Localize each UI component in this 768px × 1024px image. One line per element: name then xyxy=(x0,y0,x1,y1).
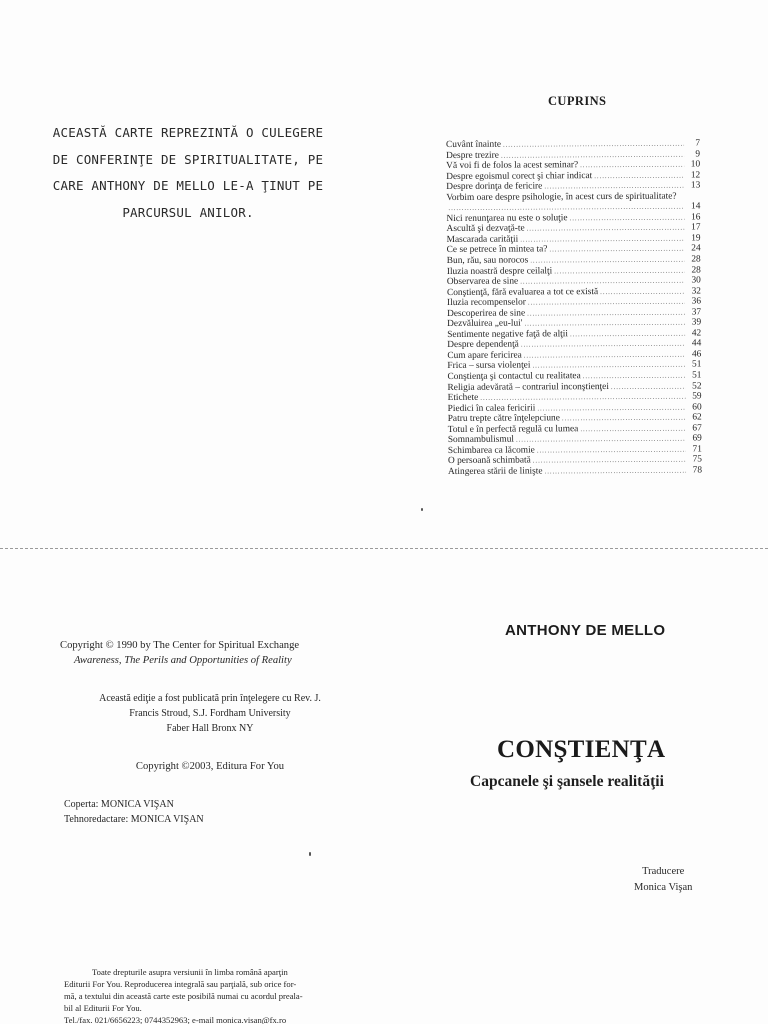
toc-leader-dots xyxy=(549,244,684,255)
dedication-line: DE CONFERINŢE DE SPIRITUALITATE, PE xyxy=(52,151,324,167)
toc-entry-page: 69 xyxy=(692,433,702,444)
page-fold-divider xyxy=(0,548,768,549)
toc-entry-title: Iluzia noastră despre ceilalţi xyxy=(446,265,553,277)
toc-entry-title: Sentimente negative faţă de alţii xyxy=(447,329,569,340)
dedication-line: ACEASTĂ CARTE REPREZINTĂ O CULEGERE xyxy=(52,125,324,140)
toc-entry-title: Despre dependenţă xyxy=(447,339,519,351)
toc-entry-title: Cuvânt înainte xyxy=(446,139,501,150)
copyright-line: Copyright © 1990 by The Center for Spiritual Exchange xyxy=(60,640,300,651)
toc-leader-dots xyxy=(600,286,685,297)
toc-entry-title: Religia adevărată – contrariul inconştienţei xyxy=(447,381,609,393)
scan-speck xyxy=(421,508,423,511)
toc-entry-page: 13 xyxy=(690,180,701,191)
toc-entry-page: 9 xyxy=(695,148,701,160)
toc-leader-dots xyxy=(570,212,685,223)
agreement-line: Această ediţie a fost publicată prin înţelegere cu Rev. J. xyxy=(99,693,321,704)
toc-entry-title: Vă voi fi de folos la acest seminar? xyxy=(446,160,579,172)
toc-leader-dots xyxy=(594,170,684,181)
translator-name: Monica Vişan xyxy=(634,881,693,893)
toc-entry-title: Piedici în calea fericirii xyxy=(447,403,536,414)
toc-entry-page: 67 xyxy=(692,423,702,434)
toc-entry xyxy=(448,465,702,477)
toc-entry-page: 10 xyxy=(690,159,701,170)
toc-entry-title: Patru trepte către înţelepciune xyxy=(447,413,560,425)
cover-credit: Coperta: MONICA VIŞAN xyxy=(64,799,174,810)
toc-title: CUPRINS xyxy=(548,94,607,108)
toc-entry-page: 46 xyxy=(691,349,702,360)
toc-entry-title: Iluzia recompenselor xyxy=(446,297,526,309)
toc-entry-page: 39 xyxy=(691,317,702,328)
agreement-line: Francis Stroud, S.J. Fordham University xyxy=(129,708,291,719)
toc-entry-page: 75 xyxy=(692,454,702,465)
toc-entry-page: 12 xyxy=(690,170,701,181)
toc-entry-page: 44 xyxy=(691,338,702,349)
rights-line: Toate drepturile asupra versiunii în limba română aparţin xyxy=(92,967,288,977)
toc-entry-title: Somnambulismul xyxy=(447,434,515,446)
toc-leader-dots xyxy=(580,160,684,171)
toc-entry-title: Ascultă şi dezvaţă-te xyxy=(446,223,525,235)
toc-leader-dots xyxy=(562,413,686,424)
edition-copyright: Copyright ©2003, Editura For You xyxy=(135,761,285,772)
translation-label: Traducere xyxy=(642,866,685,877)
toc-leader-dots xyxy=(580,423,686,434)
toc-entry-title: Etichete xyxy=(447,392,479,404)
translation-credit xyxy=(634,864,692,895)
rights-notice xyxy=(64,966,330,1024)
toc-entry-page: 62 xyxy=(692,412,702,423)
dedication-line: CARE ANTHONY DE MELLO LE-A ŢINUT PE xyxy=(52,178,324,193)
toc-entry-page: 51 xyxy=(691,359,702,370)
toc-entry-title: Cum apare fericirea xyxy=(447,350,522,361)
author-name: ANTHONY DE MELLO xyxy=(505,622,666,639)
toc-entry-title: Schimbarea ca lăcomie xyxy=(447,445,535,456)
toc-entry-title: Mascarada carităţii xyxy=(446,234,519,245)
book-subtitle: Capcanele şi şansele realităţii xyxy=(470,773,664,790)
book-title: CONŞTIENŢA xyxy=(497,736,666,763)
toc-entry-title: Conştienţă, fără evaluarea a tot ce există xyxy=(446,286,599,298)
toc-entry-page: 37 xyxy=(691,307,702,318)
rights-line: Editurii For You. Reproducerea integrală sau parţială, sub orice for- xyxy=(64,979,297,989)
original-title: Awareness, The Perils and Opportunities of Reality xyxy=(74,655,292,666)
toc-entry-page: 28 xyxy=(691,265,701,276)
toc-entry-page: 24 xyxy=(691,243,701,254)
toc-entry-title: Despre trezire xyxy=(446,150,499,161)
toc-leader-dots xyxy=(611,381,686,392)
rights-line: Tel./fax. 021/6656223; 0744352963; e-mail monica.visan@fx.ro xyxy=(64,1015,287,1024)
rights-line: bil al Editurii For You. xyxy=(64,1003,142,1013)
toc-entry-title: Totul e în perfectă regulă cu lumea xyxy=(447,423,579,435)
toc-entry-page: 51 xyxy=(692,370,702,381)
dedication-line: PARCURSUL ANILOR. xyxy=(122,204,254,220)
toc-leader-dots xyxy=(545,465,687,476)
toc-entry-page: 59 xyxy=(692,391,702,402)
toc-entry-page: 32 xyxy=(691,286,701,297)
toc-entry-title: Atingerea stării de linişte xyxy=(447,466,543,477)
toc-entry-title: Descoperirea de sine xyxy=(447,308,526,319)
toc-entry-title: Conştienţa şi contactul cu realitatea xyxy=(447,371,581,383)
dedication xyxy=(28,120,348,226)
toc-entry-title: Frica – sursa violenţei xyxy=(447,360,531,372)
toc-entry-page: 71 xyxy=(692,444,702,455)
toc-entry-page: 78 xyxy=(692,465,703,476)
copyright-block xyxy=(60,638,360,827)
toc-entry-page: 60 xyxy=(692,402,702,413)
toc-entry-page: 42 xyxy=(691,328,702,339)
rights-line: mă, a textului din această carte este posibilă numai cu acordul prealа- xyxy=(64,991,303,1001)
toc-entry-page: 30 xyxy=(691,275,701,286)
toc-entry-title: Despre egoismul corect şi chiar indicat xyxy=(446,170,593,182)
agreement-line: Faber Hall Bronx NY xyxy=(166,723,254,734)
toc-entry-title: Vorbim oare despre psihologie, în acest curs de spiritualitate? xyxy=(446,191,677,203)
toc-entry-page: 7 xyxy=(695,138,701,149)
toc-entry-page: 19 xyxy=(691,233,701,244)
toc-entry-title: Bun, rău, sau norocos xyxy=(446,255,529,267)
toc-leader-dots xyxy=(583,371,686,382)
toc-entry-page: 52 xyxy=(692,381,702,392)
toc-entry-title: O persoană schimbată xyxy=(447,455,531,467)
typesetting-credit: Tehnoredactare: MONICA VIŞAN xyxy=(64,814,204,825)
scan-speck xyxy=(309,852,311,856)
toc-leader-dots xyxy=(570,328,685,339)
toc-entry-title: Ce se petrece în mintea ta? xyxy=(446,244,548,256)
toc-entry-title: Despre dorinţa de fericire xyxy=(446,181,543,193)
toc-leader-dots xyxy=(554,265,685,276)
toc-entry-page: 36 xyxy=(691,296,702,307)
toc-entry-page: 17 xyxy=(691,222,701,233)
toc-entry-page: 28 xyxy=(691,254,701,265)
toc-entry-page: 16 xyxy=(691,212,701,223)
table-of-contents xyxy=(446,138,702,477)
toc-entry-page: 14 xyxy=(691,201,701,212)
toc-entry-title: Observarea de sine xyxy=(446,276,519,288)
toc-entry-title: Nici renunţarea nu este o soluţie xyxy=(446,213,568,224)
toc-entry-title: Dezvăluirea „eu-lui' xyxy=(447,318,523,330)
